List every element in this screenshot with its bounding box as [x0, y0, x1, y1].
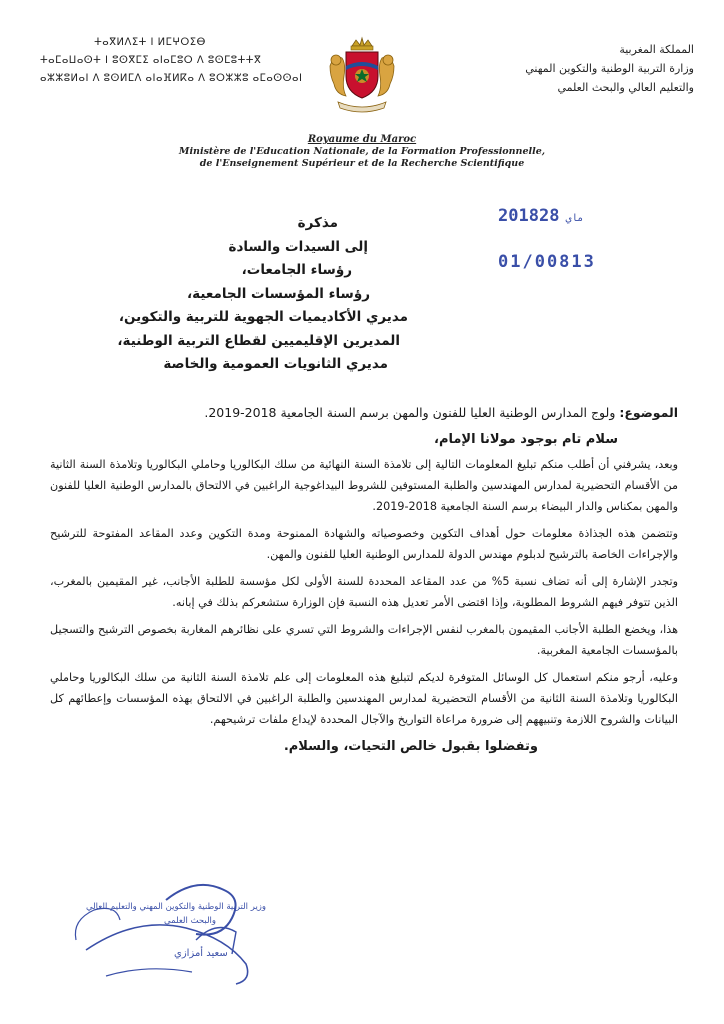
ministry-line: de l'Enseignement Supérieur et de la Recherche Scientifique [199, 158, 525, 169]
memo-title: مذكرة [297, 215, 338, 231]
tifinagh-ministry-header [40, 34, 303, 88]
signatory-name: سعيد أمزازي [174, 948, 228, 959]
body-paragraph: وتجدر الإشارة إلى أنه تضاف نسبة 5% من عدد المقاعد المحددة للسنة الأولى لكل مؤسسة للطلبة الأجانب، غير المقيمين بالمغرب، الذين تتوفر فيهم الشروط المطلوبة، وإذا اقتضى الأمر تعديل هذه النسبة فإن الوزارة ستشعركم بذلك في إبانه. [50, 575, 678, 609]
signature-scribble-icon [46, 880, 296, 1000]
memo-body [50, 402, 678, 757]
addressee-line: مديري الثانويات العمومية والخاصة [163, 356, 388, 372]
kingdom-title: Royaume du Maroc [307, 134, 417, 145]
subject-line [50, 402, 678, 423]
subject-label: الموضوع: [619, 405, 678, 420]
addressee-line: المديرين الإقليميين لقطاع التربية الوطنية، [117, 332, 400, 349]
stamp-month: ماي [565, 213, 584, 224]
addressee-line: مديري الأكاديميات الجهوية للتربية والتكوين، [118, 309, 408, 325]
stamp-year: 2018 [498, 206, 539, 226]
addressee-block [58, 212, 418, 377]
tifinagh-header-line: ⵜⴰⴳⵍⴷⵉⵜ ⵏ ⵍⵎⵖⵔⵉⴱ [94, 37, 206, 48]
stamp-day: 28 [538, 206, 560, 226]
registration-stamp [498, 206, 638, 286]
arabic-header-line: المملكة المغربية [619, 43, 694, 56]
arabic-ministry-header [474, 40, 694, 97]
body-paragraph: وبعد، يشرفني أن أطلب منكم تبليغ المعلومات التالية إلى تلامذة السنة النهائية من سلك البكالوريا وحاملي البكالوريا وتلامذة السنة الثانية من الأقسام التحضيرية لمدارس المهندسين والطلبة المستوفين للشروط البيداغوجية الراغبين في الالتحاق بالمدارس الوطنية العليا للفنون والمهن بمكناس والدار البيضاء برسم السنة الجامعية 2018-2019. [50, 458, 678, 513]
body-paragraph: وعليه، أرجو منكم استعمال كل الوسائل المتوفرة لديكم لتبليغ هذه المعلومات إلى علم تلامذة السنة الثانية من سلك البكالوريا وحاملي البكالوريا وتلامذة السنة الثانية من الأقسام التحضيرية لمدارس المهندسين والطلبة الراغبين في الالتحاق بهذه المؤسسات وإعطائهم كل البيانات والشروح اللازمة وتنبيههم إلى ضرورة مراعاة التواريخ والآجال المحددة لإيداع ملفات ترشيحهم. [50, 671, 678, 726]
ministry-line: Ministère de l'Education Nationale, de la Formation Professionnelle, [178, 146, 546, 157]
signature-stamp-line: وزير التربية الوطنية والتكوين المهني والتعليم العالي [86, 902, 267, 912]
tifinagh-header-line: ⵜⴰⵎⴰⵡⴰⵙⵜ ⵏ ⵓⵙⴳⵎⵉ ⴰⵏⴰⵎⵓⵔ ⴷ ⵓⵙⵎⵓⵜⵜⴳ [40, 55, 262, 66]
greeting: سلام تام بوجود مولانا الإمام، [434, 432, 618, 447]
french-ministry-title [162, 134, 562, 170]
body-paragraph: هذا، ويخضع الطلبة الأجانب المقيمون بالمغرب لنفس الإجراءات والشروط التي تسري على نظائرهم المغاربة بخصوص الترشيح والتسجيل بالمؤسسات الجامعية المغربية. [50, 623, 678, 657]
subject-text: ولوج المدارس الوطنية العليا للفنون والمهن برسم السنة الجامعية 2018-2019. [204, 405, 616, 420]
arabic-header-line: وزارة التربية الوطنية والتكوين المهني [525, 62, 694, 75]
coat-of-arms-icon [322, 36, 402, 116]
signature-stamp-line: والبحث العلمي [164, 916, 217, 926]
stamp-number: 01/00813 [498, 252, 596, 272]
stamp-date [498, 206, 590, 226]
addressee-line: رؤساء المؤسسات الجامعية، [187, 285, 370, 302]
addressee-line: رؤساء الجامعات، [241, 262, 352, 278]
closing-line: وتفضلوا بقبول خالص التحيات، والسلام. [283, 739, 538, 754]
arabic-header-line: والتعليم العالي والبحث العلمي [557, 81, 694, 94]
body-paragraph: وتتضمن هذه الجذاذة معلومات حول أهداف التكوين وخصوصياته والشهادة الممنوحة ومدة التكوين وعدد المقاعد المفتوحة للترشيح والإجراءات الخاصة بالترشيح لدبلوم مهندس الدولة للمدارس الوطنية العليا للفنون والمهن. [50, 527, 678, 561]
addressee-line: إلى السيدات والسادة [228, 238, 368, 255]
tifinagh-header-line: ⴰⵣⵣⵓⵍⴰⵏ ⴷ ⵓⵙⵍⵎⴷ ⴰⵏⴰⴼⵍⴽⴰ ⴷ ⵓⵔⵣⵣⵓ ⴰⵎⴰⵙⵙⴰⵏ [40, 73, 303, 84]
signature-stamp [46, 880, 296, 1000]
